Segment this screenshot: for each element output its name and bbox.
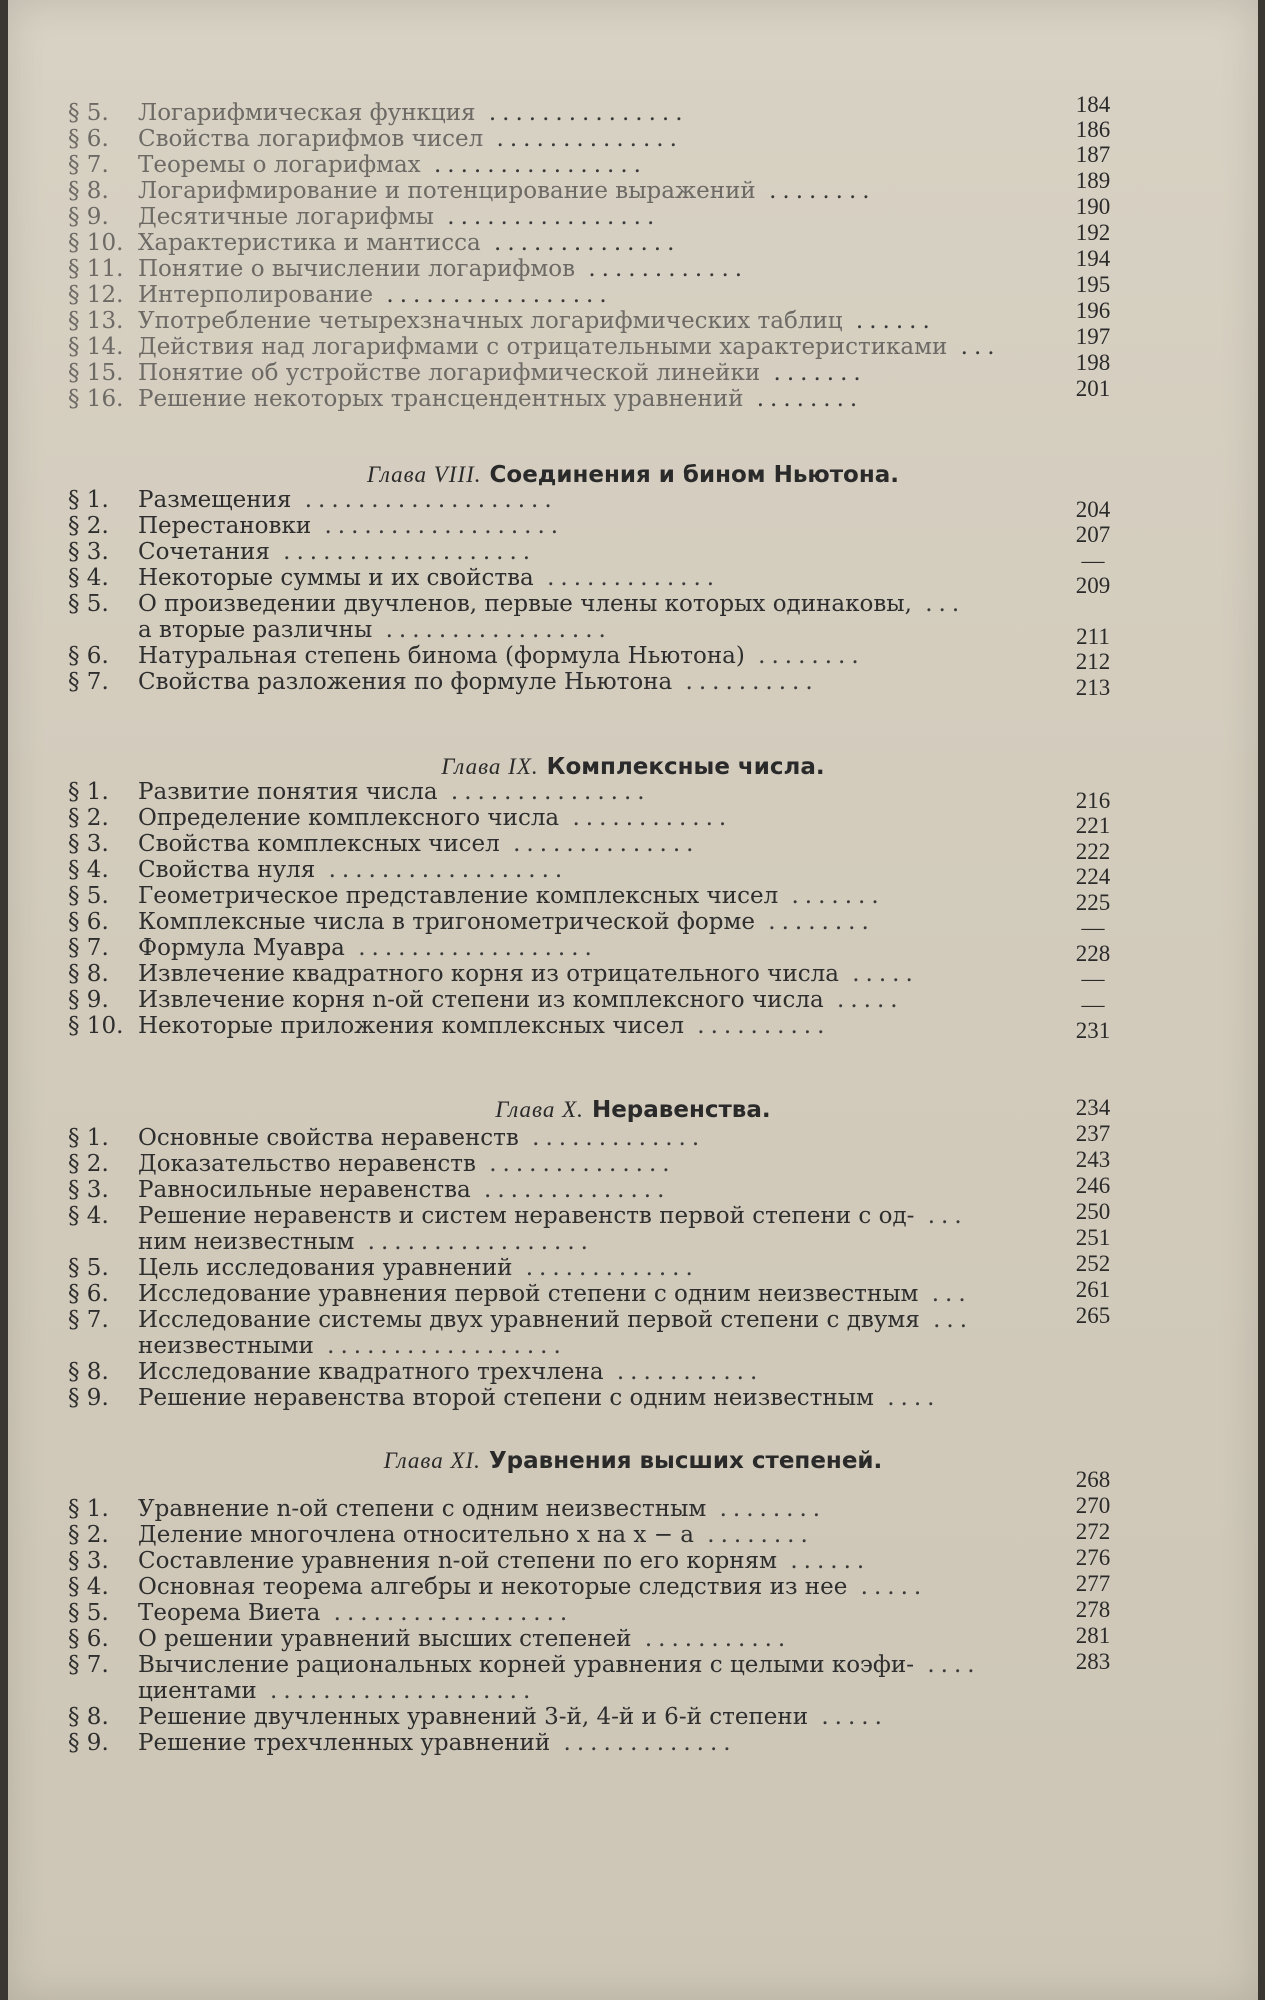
section-number: § 6.	[68, 126, 109, 152]
toc-entry	[68, 1626, 1008, 1652]
section-number: § 11.	[68, 256, 124, 282]
leader-dots: .......	[760, 360, 867, 386]
section-title: Интерполирование	[138, 282, 374, 308]
section-number: § 4.	[68, 857, 109, 883]
section-title: Основная теорема алгебры и некоторые следствия из нее	[138, 1574, 848, 1600]
section-title: Решение некоторых трансцендентных уравнений	[138, 386, 744, 412]
section-title: Сочетания	[138, 539, 270, 565]
toc-entry	[68, 386, 1008, 412]
section-number: § 8.	[68, 1359, 109, 1385]
toc-entry	[68, 805, 1008, 831]
leader-dots: ...................	[269, 539, 537, 565]
leader-dots: ..............	[499, 831, 700, 857]
leader-dots: .....	[823, 987, 904, 1013]
chapter-title: Уравнения высших степеней.	[488, 1448, 883, 1474]
page-number: 201	[1075, 376, 1111, 401]
toc-entry	[68, 1600, 1008, 1626]
toc-entry	[68, 126, 1008, 152]
leader-dots: ...	[918, 1281, 972, 1307]
leader-dots: ................	[420, 152, 647, 178]
leader-dots: ....	[873, 1385, 941, 1411]
page-number: 281	[1075, 1623, 1111, 1648]
leader-dots: .............	[550, 1730, 737, 1756]
section-title: Геометрическое представление комплексных чисел	[138, 883, 779, 909]
section-title: Употребление четырехзначных логарифмических таблиц	[138, 308, 843, 334]
toc-entry	[68, 487, 1008, 513]
toc-entry	[68, 935, 1008, 961]
section-number: § 8.	[68, 1704, 109, 1730]
section-title: Исследование квадратного трехчлена	[138, 1359, 604, 1385]
toc-entry	[68, 230, 1008, 256]
toc-entry	[68, 1255, 1008, 1281]
page-number: 209	[1075, 573, 1111, 598]
toc-entry	[68, 1574, 1008, 1600]
page-number: 190	[1075, 194, 1111, 219]
leader-dots: ...	[919, 1307, 974, 1333]
toc-entry	[68, 1333, 1008, 1359]
leader-dots: .............	[512, 1255, 699, 1281]
section-number: § 1.	[68, 779, 109, 805]
section-title: Исследование уравнения первой степени с одним неизвестным	[138, 1281, 919, 1307]
section-title: Комплексные числа в тригонометрической форме	[138, 909, 755, 935]
table-of-contents	[8, 0, 1258, 2000]
page-number: 234	[1075, 1095, 1111, 1120]
leader-dots: ................	[434, 204, 661, 230]
section-number: § 3.	[68, 831, 109, 857]
leader-dots: ..............	[475, 1151, 676, 1177]
toc-entry	[68, 256, 1008, 282]
leader-dots: ..............	[480, 230, 681, 256]
chapter-label: Глава XI.	[383, 1448, 481, 1473]
page-number: 224	[1075, 864, 1111, 889]
toc-entry	[68, 565, 1008, 591]
section-number: § 6.	[68, 1281, 109, 1307]
page-number: 252	[1075, 1251, 1111, 1276]
page-number: 196	[1075, 298, 1111, 323]
section-title: Логарифмирование и потенцирование выражений	[138, 178, 756, 204]
section-title: Понятие о вычислении логарифмов	[138, 256, 576, 282]
section-title: Исследование системы двух уравнений первой степени с двумя	[138, 1307, 920, 1333]
section-title: Некоторые приложения комплексных чисел	[138, 1013, 684, 1039]
section-title: Решение двучленных уравнений 3-й, 4-й и 6-й степени	[138, 1704, 809, 1730]
page-number: 211	[1076, 624, 1110, 649]
chapter-spacer	[584, 1097, 592, 1123]
section-number: § 4.	[68, 1203, 109, 1229]
section-title: Извлечение корня n-ой степени из комплексного числа	[138, 987, 824, 1013]
toc-entry	[68, 831, 1008, 857]
leader-dots: ....................	[256, 1678, 537, 1704]
section-title: неизвестными	[138, 1333, 314, 1359]
section-title: Десятичные логарифмы	[138, 204, 434, 230]
section-title: Вычисление рациональных корней уравнения с целыми коэфи-	[138, 1652, 915, 1678]
toc-entry	[68, 204, 1008, 230]
page-number: 250	[1075, 1199, 1111, 1224]
page-number: 277	[1075, 1571, 1111, 1596]
section-title: Свойства разложения по формуле Ньютона	[138, 669, 673, 695]
page-number: 246	[1075, 1173, 1111, 1198]
section-title: Формула Муавра	[138, 935, 345, 961]
section-number: § 5.	[68, 1255, 109, 1281]
chapter-label: Глава VIII.	[366, 462, 482, 487]
section-title: Перестановки	[138, 513, 312, 539]
chapter-title: Неравенства.	[591, 1097, 771, 1123]
leader-dots: ........	[755, 178, 876, 204]
leader-dots: ...	[947, 334, 1001, 360]
page-number: 237	[1075, 1121, 1111, 1146]
section-title: О произведении двучленов, первые члены которых одинаковы,	[138, 591, 912, 617]
leader-dots: ...........	[603, 1359, 764, 1385]
chapter-label: Глава IX.	[441, 754, 539, 779]
page-number: 213	[1075, 675, 1111, 700]
section-number: § 1.	[68, 487, 109, 513]
toc-entry	[68, 909, 1008, 935]
section-number: § 10.	[68, 230, 124, 256]
toc-entry	[68, 360, 1008, 386]
page-number: 197	[1075, 324, 1111, 349]
section-title: Действия над логарифмами с отрицательными характеристиками	[138, 334, 948, 360]
toc-entry	[68, 1125, 1008, 1151]
section-title: Свойства логарифмов чисел	[138, 126, 484, 152]
leader-dots: ........	[754, 909, 875, 935]
leader-dots: .................	[354, 1229, 594, 1255]
section-title: Теорема Виета	[138, 1600, 321, 1626]
page-number: —	[1081, 992, 1105, 1017]
toc-entry	[68, 308, 1008, 334]
toc-entry	[68, 1678, 1008, 1704]
page-number: 276	[1075, 1545, 1111, 1570]
page-number: 222	[1075, 839, 1111, 864]
section-title: Деление многочлена относительно x на x − a	[138, 1522, 694, 1548]
page-number: 268	[1075, 1467, 1111, 1492]
leader-dots: .....	[847, 1574, 928, 1600]
leader-dots: ...............	[475, 100, 689, 126]
page-number: —	[1081, 915, 1105, 940]
toc-entry	[68, 152, 1008, 178]
section-title: Свойства нуля	[138, 857, 316, 883]
toc-entry	[68, 1281, 1008, 1307]
toc-entry	[68, 334, 1008, 360]
section-number: § 7.	[68, 1652, 109, 1678]
leader-dots: ........	[694, 1522, 814, 1548]
section-title: Характеристика и мантисса	[138, 230, 481, 256]
toc-entry	[68, 643, 1008, 669]
page-number: 251	[1075, 1225, 1111, 1250]
page-number: 272	[1075, 1519, 1111, 1544]
page-number: 221	[1075, 813, 1111, 838]
page-number: 225	[1075, 890, 1111, 915]
section-number: § 7.	[68, 152, 109, 178]
section-number: § 3.	[68, 1177, 109, 1203]
section-title: Составление уравнения n-ой степени по его корням	[138, 1548, 778, 1574]
leader-dots: ..........	[672, 669, 819, 695]
section-number: § 5.	[68, 883, 109, 909]
section-number: § 5.	[68, 591, 109, 617]
section-title: Решение неравенства второй степени с одним неизвестным	[138, 1385, 874, 1411]
section-number: § 6.	[68, 643, 109, 669]
chapter-spacer	[539, 754, 547, 780]
toc-entry	[68, 1151, 1008, 1177]
toc-entry	[68, 883, 1008, 909]
book-page	[8, 0, 1258, 2000]
toc-entry	[68, 513, 1008, 539]
toc-entry	[68, 1522, 1008, 1548]
section-number: § 15.	[68, 360, 124, 386]
section-number: § 7.	[68, 669, 109, 695]
page-number: —	[1081, 966, 1105, 991]
section-number: § 3.	[68, 1548, 109, 1574]
toc-entry	[68, 1496, 1008, 1522]
page-number: 243	[1075, 1147, 1111, 1172]
toc-entry	[68, 282, 1008, 308]
section-number: § 8.	[68, 178, 109, 204]
section-title: Равносильные неравенства	[138, 1177, 471, 1203]
toc-entry	[68, 961, 1008, 987]
toc-entry	[68, 1013, 1008, 1039]
page-number: 231	[1075, 1018, 1111, 1043]
page-number: 195	[1075, 272, 1111, 297]
leader-dots: ..................	[311, 513, 565, 539]
page-number: 192	[1075, 220, 1111, 245]
page-number: 189	[1075, 168, 1111, 193]
section-title: Решение трехчленных уравнений	[138, 1730, 551, 1756]
section-number: § 16.	[68, 386, 124, 412]
toc-entry	[68, 1229, 1008, 1255]
section-number: § 10.	[68, 1013, 124, 1039]
toc-entry	[68, 178, 1008, 204]
leader-dots: ...............	[437, 779, 651, 805]
section-title: Понятие об устройстве логарифмической линейки	[138, 360, 761, 386]
section-title: Основные свойства неравенств	[138, 1125, 519, 1151]
chapter-label: Глава X.	[495, 1097, 584, 1122]
page-number: 187	[1075, 142, 1111, 167]
leader-dots: ..................	[344, 935, 598, 961]
toc-entry	[68, 1307, 1008, 1333]
page-number: 207	[1075, 522, 1111, 547]
leader-dots: .................	[372, 617, 612, 643]
leader-dots: ...................	[291, 487, 558, 513]
leader-dots: ......	[842, 308, 936, 334]
section-number: § 7.	[68, 935, 109, 961]
toc-entry	[68, 857, 1008, 883]
section-title: О решении уравнений высших степеней	[138, 1626, 632, 1652]
section-title: Извлечение квадратного корня из отрицательного числа	[138, 961, 839, 987]
section-number: § 2.	[68, 805, 109, 831]
toc-entry	[68, 100, 1008, 126]
toc-entry	[68, 1704, 1008, 1730]
leader-dots: ......	[777, 1548, 871, 1574]
chapter-heading	[8, 754, 1258, 780]
section-number: § 5.	[68, 1600, 109, 1626]
toc-entry	[68, 987, 1008, 1013]
leader-dots: ........	[744, 643, 865, 669]
leader-dots: .............	[518, 1125, 706, 1151]
page-number: 228	[1075, 941, 1111, 966]
leader-dots: .................	[373, 282, 613, 308]
section-number: § 2.	[68, 1522, 109, 1548]
toc-entry	[68, 1203, 1008, 1229]
section-title: Теоремы о логарифмах	[138, 152, 421, 178]
leader-dots: ............	[559, 805, 733, 831]
leader-dots: ..................	[315, 857, 569, 883]
section-title: Развитие понятия числа	[138, 779, 438, 805]
toc-entry	[68, 1177, 1008, 1203]
section-title: Размещения	[138, 487, 292, 513]
section-number: § 9.	[68, 204, 109, 230]
page-number: 261	[1075, 1277, 1111, 1302]
leader-dots: ....	[914, 1652, 981, 1678]
chapter-heading	[8, 462, 1258, 488]
section-number: § 1.	[68, 1496, 109, 1522]
leader-dots: .......	[778, 883, 885, 909]
section-number: § 12.	[68, 282, 124, 308]
section-number: § 6.	[68, 1626, 109, 1652]
section-title: Цель исследования уравнений	[138, 1255, 513, 1281]
section-title: циентами	[138, 1678, 257, 1704]
page-number: —	[1081, 548, 1105, 573]
section-number: § 1.	[68, 1125, 109, 1151]
leader-dots: ............	[575, 256, 749, 282]
section-number: § 9.	[68, 1385, 109, 1411]
section-number: § 4.	[68, 1574, 109, 1600]
section-title: а вторые различны	[138, 617, 373, 643]
toc-entry	[68, 1730, 1008, 1756]
leader-dots: ..........	[683, 1013, 831, 1039]
section-number: § 14.	[68, 334, 124, 360]
section-number: § 2.	[68, 1151, 109, 1177]
toc-entry	[68, 539, 1008, 565]
section-number: § 6.	[68, 909, 109, 935]
section-number: § 9.	[68, 1730, 109, 1756]
chapter-title: Комплексные числа.	[546, 754, 825, 780]
toc-entry	[68, 669, 1008, 695]
section-number: § 4.	[68, 565, 109, 591]
leader-dots: .....	[838, 961, 919, 987]
toc-entry	[68, 591, 1008, 617]
section-number: § 13.	[68, 308, 124, 334]
leader-dots: ........	[706, 1496, 827, 1522]
page-number: 198	[1075, 350, 1111, 375]
section-title: Решение неравенств и систем неравенств первой степени с од-	[138, 1203, 915, 1229]
page-number: 283	[1075, 1649, 1111, 1674]
chapter-title: Соединения и бином Ньютона.	[489, 462, 900, 488]
page-number: 278	[1075, 1597, 1111, 1622]
page-number: 186	[1075, 117, 1111, 142]
leader-dots: ...	[914, 1203, 968, 1229]
section-title: Натуральная степень бинома (формула Ньютона)	[138, 643, 745, 669]
section-number: § 9.	[68, 987, 109, 1013]
leader-dots: ...........	[631, 1626, 792, 1652]
leader-dots: ..............	[470, 1177, 671, 1203]
page-number: 216	[1075, 788, 1111, 813]
section-title: Некоторые суммы и их свойства	[138, 565, 534, 591]
section-title: Логарифмическая функция	[138, 100, 476, 126]
section-number: § 3.	[68, 539, 109, 565]
toc-entry	[68, 1652, 1008, 1678]
page-number: 194	[1075, 246, 1111, 271]
toc-entry	[68, 1359, 1008, 1385]
section-number: § 8.	[68, 961, 109, 987]
leader-dots: ..............	[483, 126, 683, 152]
chapter-spacer	[481, 1448, 489, 1474]
page-number: 212	[1075, 649, 1111, 674]
leader-dots: ..................	[320, 1600, 574, 1626]
section-number: § 2.	[68, 513, 109, 539]
page-number: 265	[1075, 1303, 1111, 1328]
leader-dots: .............	[533, 565, 721, 591]
page-number: 270	[1075, 1493, 1111, 1518]
section-title: ним неизвестным	[138, 1229, 355, 1255]
section-title: Определение комплексного числа	[138, 805, 560, 831]
leader-dots: ..................	[313, 1333, 567, 1359]
toc-entry	[68, 779, 1008, 805]
page-number: 184	[1075, 92, 1111, 117]
section-title: Уравнение n-ой степени с одним неизвестным	[138, 1496, 707, 1522]
toc-entry	[68, 1548, 1008, 1574]
toc-entry	[68, 617, 1008, 643]
chapter-spacer	[482, 462, 490, 488]
section-title: Доказательство неравенств	[138, 1151, 476, 1177]
leader-dots: .....	[808, 1704, 888, 1730]
toc-entry	[68, 1385, 1008, 1411]
leader-dots: ...	[911, 591, 966, 617]
page-number: 204	[1075, 497, 1111, 522]
section-number: § 7.	[68, 1307, 109, 1333]
section-title: Свойства комплексных чисел	[138, 831, 500, 857]
section-number: § 5.	[68, 100, 109, 126]
leader-dots: ........	[743, 386, 864, 412]
